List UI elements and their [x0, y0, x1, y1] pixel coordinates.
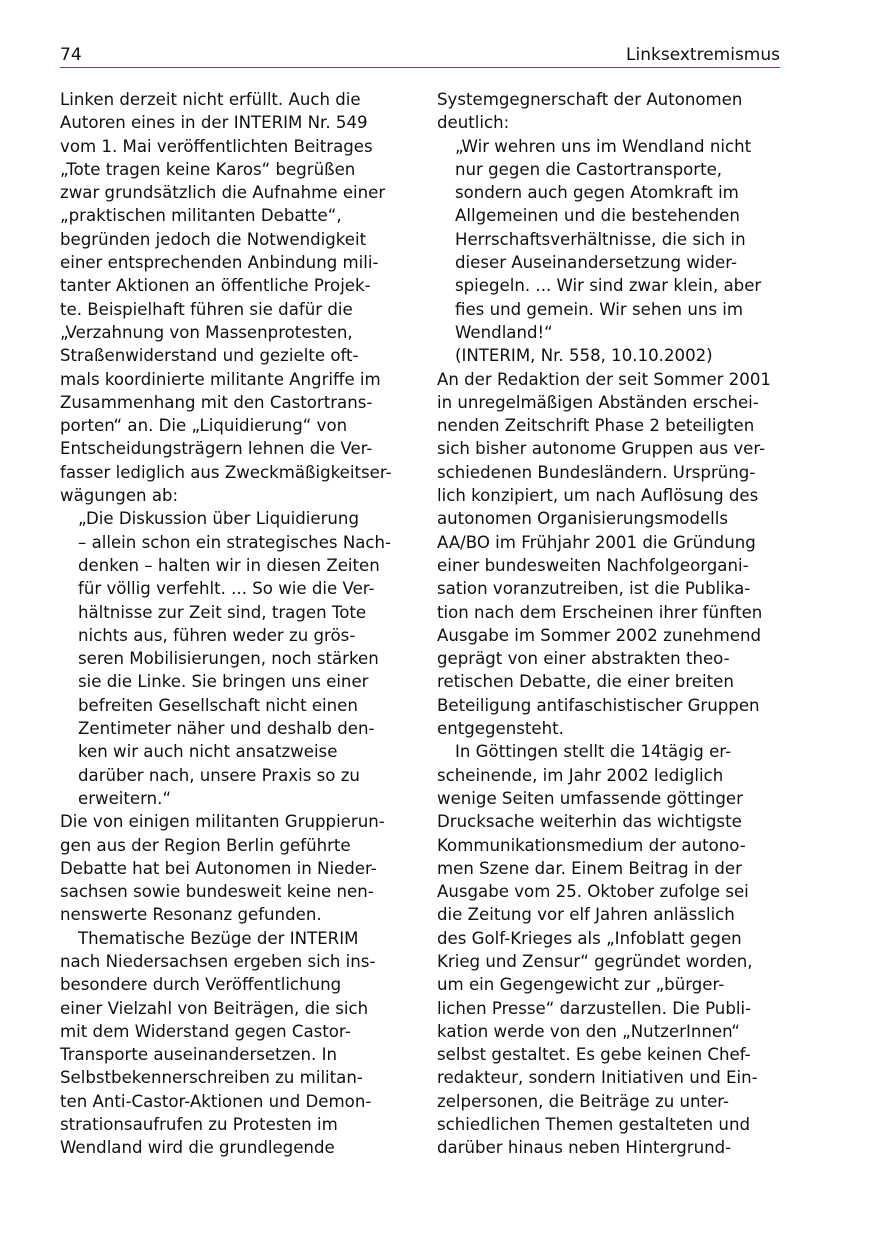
text-line: te. Beispielhaft führen sie dafür die [60, 299, 353, 319]
text-line: Die von einigen militanten Gruppierun- [60, 812, 385, 832]
text-line: seren Mobilisierungen, noch stärken [78, 649, 379, 669]
text-line: einer Vielzahl von Beiträgen, die sich [60, 998, 369, 1018]
text-line: Allgemeinen und die bestehenden [455, 206, 740, 226]
text-line: Wendland!“ [455, 322, 553, 342]
text-line: Herrschaftsverhältnisse, die sich in [455, 229, 746, 249]
text-line: nach Niedersachsen ergeben sich ins- [60, 951, 376, 971]
text-line: um ein Gegengewicht zur „bürger- [437, 975, 725, 995]
text-line: „Tote tragen keine Karos“ begrüßen [60, 159, 356, 179]
text-line: denken – halten wir in diesen Zeiten [78, 555, 380, 575]
text-line: Thematische Bezüge der INTERIM [78, 928, 359, 948]
text-line: darüber hinaus neben Hintergrund- [437, 1138, 732, 1158]
text-line: gen aus der Region Berlin geführte [60, 835, 351, 855]
text-line: lich konzipiert, um nach Auflösung des [437, 486, 759, 506]
running-head: Linksextremismus [626, 45, 780, 65]
text-line: mals koordinierte militante Angriffe im [60, 369, 381, 389]
text-line: men Szene dar. Einem Beitrag in der [437, 858, 742, 878]
text-line: befreiten Gesellschaft nicht einen [78, 695, 358, 715]
text-line: des Golf-Krieges als „Infoblatt gegen [437, 928, 742, 948]
text-line: Straßenwiderstand und gezielte oft- [60, 346, 359, 366]
text-line: dieser Auseinandersetzung wider- [455, 253, 737, 273]
text-line: Drucksache weiterhin das wichtigste [437, 812, 742, 832]
text-line: besondere durch Veröffentlichung [60, 975, 342, 995]
text-line: schiedenen Bundesländern. Ursprüng- [437, 462, 756, 482]
page-header [60, 42, 780, 68]
text-line: strationsaufrufen zu Protesten im [60, 1115, 338, 1135]
text-line: tion nach dem Erscheinen ihrer fünften [437, 602, 763, 622]
text-line: für völlig verfehlt. ... So wie die Ver- [78, 579, 375, 599]
text-line: zwar grundsätzlich die Aufnahme einer [60, 183, 386, 203]
text-line: deutlich: [437, 113, 510, 133]
left-text-column [60, 88, 410, 1160]
text-line: Transporte auseinandersetzen. In [60, 1045, 338, 1065]
text-line: nenswerte Resonanz gefunden. [60, 905, 322, 925]
text-line: In Göttingen stellt die 14tägig er- [455, 742, 732, 762]
text-line: Zusammenhang mit den Castortrans- [60, 392, 373, 412]
text-line: kation werde von den „NutzerInnen“ [437, 1021, 740, 1041]
text-line: mit dem Widerstand gegen Castor- [60, 1021, 351, 1041]
text-line: spiegeln. ... Wir sind zwar klein, aber [455, 276, 762, 296]
text-line: zelpersonen, die Beiträge zu unter- [437, 1091, 730, 1111]
text-line: sich bisher autonome Gruppen aus ver- [437, 439, 766, 459]
text-line: Selbstbekennerschreiben zu militan- [60, 1068, 363, 1088]
text-line: ken wir auch nicht ansatzweise [78, 742, 338, 762]
text-line: tanter Aktionen an öffentliche Projek- [60, 276, 371, 296]
text-line: AA/BO im Frühjahr 2001 die Gründung [437, 532, 756, 552]
text-line: nur gegen die Castortransporte, [455, 159, 723, 179]
text-line: ten Anti-Castor-Aktionen und Demon- [60, 1091, 372, 1111]
text-line: Debatte hat bei Autonomen in Nieder- [60, 858, 377, 878]
text-line: erweitern.“ [78, 788, 172, 808]
text-line: „Die Diskussion über Liquidierung [78, 509, 359, 529]
text-line: Krieg und Zensur“ gegründet worden, [437, 951, 753, 971]
page-number: 74 [60, 45, 82, 65]
text-line: Ausgabe im Sommer 2002 zunehmend [437, 625, 761, 645]
text-line: begründen jedoch die Notwendigkeit [60, 229, 367, 249]
text-line: Wendland wird die grundlegende [60, 1138, 335, 1158]
text-line: einer entsprechenden Anbindung mili- [60, 253, 379, 273]
text-line: sation voranzutreiben, ist die Publika- [437, 579, 751, 599]
text-line: in unregelmäßigen Abständen erschei- [437, 392, 759, 412]
text-line: retischen Debatte, die einer breiten [437, 672, 734, 692]
text-line: geprägt von einer abstrakten theo- [437, 649, 730, 669]
text-line: Beteiligung antifaschistischer Gruppen [437, 695, 760, 715]
text-line: Systemgegnerschaft der Autonomen [437, 90, 743, 109]
text-line: (INTERIM, Nr. 558, 10.10.2002) [455, 346, 713, 366]
text-line: Zentimeter näher und deshalb den- [78, 719, 375, 739]
text-line: hältnisse zur Zeit sind, tragen Tote [78, 602, 367, 622]
text-line: wenige Seiten umfassende göttinger [437, 788, 743, 808]
text-line: Autoren eines in der INTERIM Nr. 549 [60, 113, 368, 133]
text-line: sondern auch gegen Atomkraft im [455, 183, 739, 203]
text-line: redakteur, sondern Initiativen und Ein- [437, 1068, 758, 1088]
text-line: – allein schon ein strategisches Nach- [78, 532, 392, 552]
text-line: entgegensteht. [437, 719, 564, 739]
right-text-column [437, 88, 787, 1160]
text-line: sie die Linke. Sie bringen uns einer [78, 672, 369, 692]
text-line: autonomen Organisierungsmodells [437, 509, 729, 529]
text-line: lichen Presse“ darzustellen. Die Publi- [437, 998, 752, 1018]
text-line: wägungen ab: [60, 486, 179, 506]
header-rule [60, 67, 780, 68]
text-line: darüber nach, unsere Praxis so zu [78, 765, 360, 785]
text-line: nichts aus, führen weder zu grös- [78, 625, 356, 645]
text-line: „Verzahnung von Massenprotesten, [60, 322, 353, 342]
text-line: Ausgabe vom 25. Oktober zufolge sei [437, 882, 749, 902]
text-line: fies und gemein. Wir sehen uns im [455, 299, 744, 319]
text-line: „Wir wehren uns im Wendland nicht [455, 136, 752, 156]
text-line: sachsen sowie bundesweit keine nen- [60, 882, 374, 902]
text-line: An der Redaktion der seit Sommer 2001 [437, 369, 771, 389]
text-line: porten“ an. Die „Liquidierung“ von [60, 416, 348, 436]
text-line: scheinende, im Jahr 2002 lediglich [437, 765, 724, 785]
text-line: Entscheidungsträgern lehnen die Ver- [60, 439, 373, 459]
text-line: schiedlichen Themen gestalteten und [437, 1115, 750, 1135]
text-line: vom 1. Mai veröffentlichten Beitrages [60, 136, 373, 156]
text-line: fasser lediglich aus Zweckmäßigkeitser- [60, 462, 392, 482]
text-line: selbst gestaltet. Es gebe keinen Chef- [437, 1045, 751, 1065]
text-line: einer bundesweiten Nachfolgeorgani- [437, 555, 749, 575]
text-line: „praktischen militanten Debatte“, [60, 206, 342, 226]
text-line: Kommunikationsmedium der autono- [437, 835, 746, 855]
text-line: nenden Zeitschrift Phase 2 beteiligten [437, 416, 755, 436]
text-line: die Zeitung vor elf Jahren anlässlich [437, 905, 735, 925]
text-line: Linken derzeit nicht erfüllt. Auch die [60, 90, 361, 109]
